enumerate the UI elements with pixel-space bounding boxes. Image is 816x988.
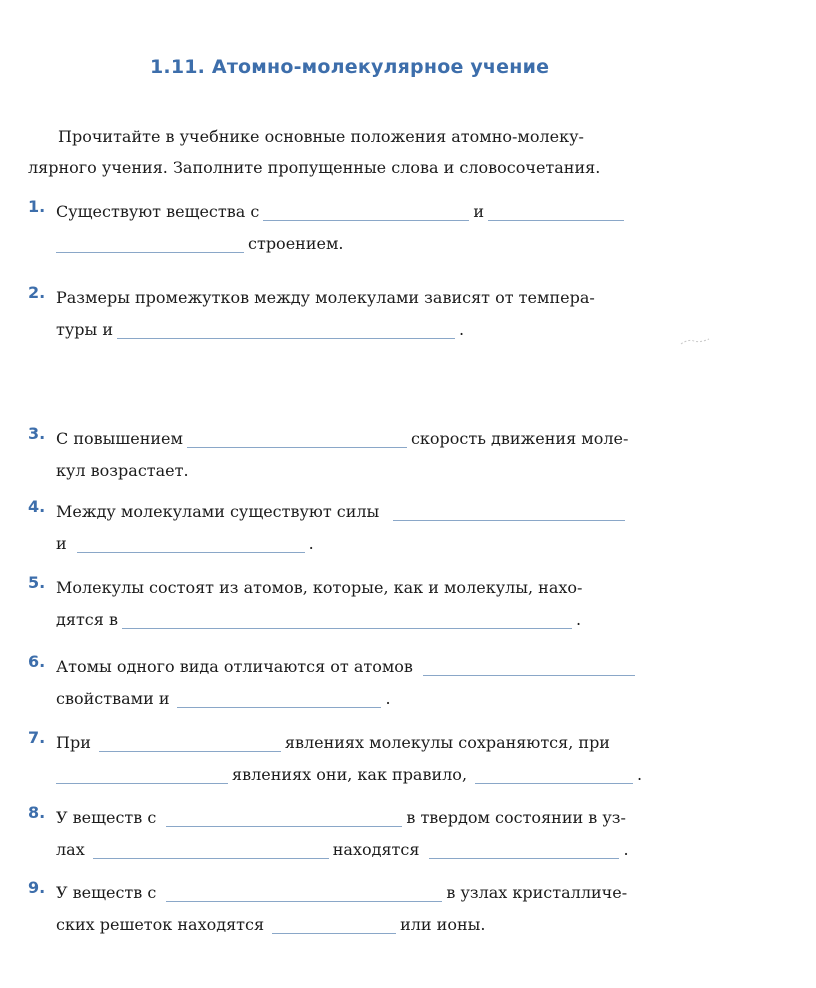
item-text: Размеры промежутков между молекулами зависят от темпера-	[56, 288, 595, 307]
item-text: и	[473, 202, 484, 221]
item-text: .	[459, 320, 465, 339]
item-number: 5.	[28, 573, 46, 592]
item-text: дятся в	[56, 610, 118, 629]
item-text: находятся	[332, 840, 420, 859]
item-text: явлениях они, как правило,	[232, 765, 468, 784]
item-number: 4.	[28, 497, 46, 516]
answer-blank[interactable]	[166, 883, 442, 902]
item-text: или ионы.	[400, 915, 486, 934]
answer-blank[interactable]	[488, 202, 624, 221]
item-text: .	[623, 840, 629, 859]
item-text: в твердом состоянии в уз-	[406, 808, 626, 827]
item-number: 2.	[28, 283, 46, 302]
item-text: При	[56, 733, 91, 752]
item-text: .	[575, 610, 582, 629]
answer-blank[interactable]	[77, 534, 305, 553]
instructions-line-1: Прочитайте в учебнике основные положения атомно-молеку-	[58, 127, 584, 146]
item-text: кул возрастает.	[56, 461, 189, 480]
item-number: 3.	[28, 424, 46, 443]
item-text: строением.	[248, 234, 344, 253]
item-number: 6.	[28, 652, 46, 671]
answer-blank[interactable]	[272, 915, 396, 934]
item-text: туры и	[56, 320, 113, 339]
item-text: Молекулы состоят из атомов, которые, как и молекулы, нахо-	[56, 578, 583, 597]
item-text: Существуют вещества с	[56, 202, 260, 221]
item-text: .	[308, 534, 314, 553]
answer-blank[interactable]	[423, 657, 635, 676]
item-text: У веществ с	[56, 883, 157, 902]
answer-blank[interactable]	[93, 840, 329, 859]
item-text: Атомы одного вида отличаются от атомов	[56, 657, 413, 676]
answer-blank[interactable]	[187, 429, 407, 448]
answer-blank[interactable]	[56, 234, 244, 253]
answer-blank[interactable]	[475, 765, 633, 784]
item-text: и	[56, 534, 67, 553]
item-text: С повышением	[56, 429, 183, 448]
instructions	[28, 121, 693, 183]
answer-blank[interactable]	[56, 765, 228, 784]
answer-blank[interactable]	[393, 502, 625, 521]
answer-blank[interactable]	[122, 610, 572, 629]
item-text: Между молекулами существуют силы	[56, 502, 380, 521]
item-text: ских решеток находятся	[56, 915, 265, 934]
answer-blank[interactable]	[177, 689, 381, 708]
item-number: 8.	[28, 803, 46, 822]
answer-blank[interactable]	[166, 808, 402, 827]
item-text: У веществ с	[56, 808, 157, 827]
answer-blank[interactable]	[263, 202, 469, 221]
item-number: 1.	[28, 197, 46, 216]
answer-blank[interactable]	[99, 733, 281, 752]
item-text: явлениях молекулы сохраняются, при	[284, 733, 610, 752]
answer-blank[interactable]	[429, 840, 619, 859]
item-text: свойствами и	[56, 689, 170, 708]
item-number: 9.	[28, 878, 46, 897]
instructions-line-2: лярного учения. Заполните пропущенные слова и словосочетания.	[28, 158, 601, 177]
item-text: в узлах кристалличе-	[446, 883, 628, 902]
item-text: лах	[56, 840, 85, 859]
item-text: скорость движения моле-	[410, 429, 629, 448]
item-text: .	[637, 765, 643, 784]
item-text: .	[385, 689, 391, 708]
page-title: 1.11. Атомно-молекулярное учение	[150, 56, 550, 78]
item-number: 7.	[28, 728, 46, 747]
answer-blank[interactable]	[117, 320, 455, 339]
pencil-mark	[680, 336, 710, 346]
